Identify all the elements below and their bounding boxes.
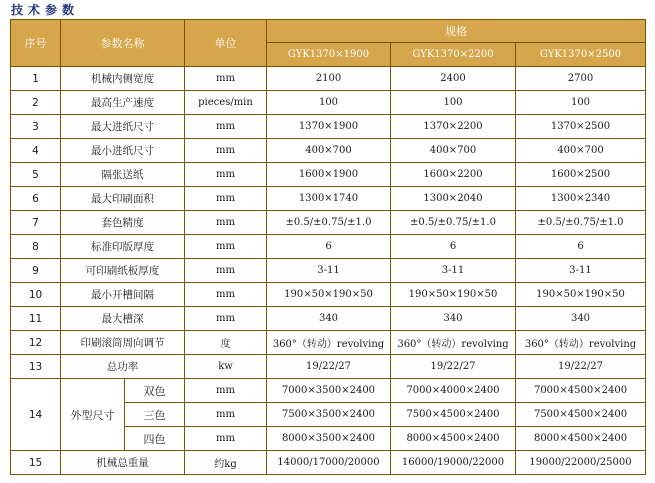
table-row — [11, 355, 646, 379]
row-name: 最小进纸尺寸 — [61, 139, 185, 163]
row-value: 360°（转动）revolving — [516, 331, 646, 355]
row-number: 14 — [11, 379, 61, 451]
spec-table — [10, 19, 646, 475]
row-value: 19000/22000/25000 — [516, 451, 646, 475]
row-unit: mm — [185, 259, 267, 283]
row-value: 2700 — [516, 67, 646, 91]
table-row — [11, 91, 646, 115]
row-value: 1370×2500 — [516, 115, 646, 139]
table-row — [11, 211, 646, 235]
row-value: 340 — [516, 307, 646, 331]
row-unit: mm — [185, 187, 267, 211]
row-name: 标准印版厚度 — [61, 235, 185, 259]
row-value: 100 — [516, 91, 646, 115]
row-value: 190×50×190×50 — [516, 283, 646, 307]
row-value: 7500×4500×2400 — [516, 403, 646, 427]
row-number: 15 — [11, 451, 61, 475]
row-value: 7000×4500×2400 — [516, 379, 646, 403]
row-name: 最大槽深 — [61, 307, 185, 331]
row-number: 12 — [11, 331, 61, 355]
row-value: 14000/17000/20000 — [267, 451, 391, 475]
row-value: ±0.5/±0.75/±1.0 — [267, 211, 391, 235]
row-unit: pieces/min — [185, 91, 267, 115]
sub-row-label: 双色 — [125, 379, 185, 403]
row-value: 2100 — [267, 67, 391, 91]
row-number: 11 — [11, 307, 61, 331]
row-value: 340 — [267, 307, 391, 331]
row-name: 隔张送纸 — [61, 163, 185, 187]
row-value: 3-11 — [267, 259, 391, 283]
row-value: 1600×2200 — [391, 163, 516, 187]
table-row — [11, 307, 646, 331]
row-value: 400×700 — [391, 139, 516, 163]
row-value: 19/22/27 — [267, 355, 391, 379]
row-value: ±0.5/±0.75/±1.0 — [391, 211, 516, 235]
row-name: 最高生产速度 — [61, 91, 185, 115]
row-value: 7500×4500×2400 — [391, 403, 516, 427]
row-value: 1370×2200 — [391, 115, 516, 139]
row-value: 1300×2340 — [516, 187, 646, 211]
row-name: 总功率 — [61, 355, 185, 379]
table-row — [11, 163, 646, 187]
table-row — [11, 379, 646, 403]
row-number: 8 — [11, 235, 61, 259]
row-value: 8000×3500×2400 — [267, 427, 391, 451]
row-value: 400×700 — [516, 139, 646, 163]
row-value: 340 — [391, 307, 516, 331]
row-value: 16000/19000/22000 — [391, 451, 516, 475]
row-value: 6 — [267, 235, 391, 259]
table-row — [11, 67, 646, 91]
row-value: 100 — [391, 91, 516, 115]
row-name: 套色精度 — [61, 211, 185, 235]
table-row — [11, 283, 646, 307]
row-value: 2400 — [391, 67, 516, 91]
row-number: 10 — [11, 283, 61, 307]
row-unit: mm — [185, 403, 267, 427]
sub-row-label: 三色 — [125, 403, 185, 427]
row-value: 1300×1740 — [267, 187, 391, 211]
row-value: 1600×2500 — [516, 163, 646, 187]
row-number: 2 — [11, 91, 61, 115]
row-value: 7000×4000×2400 — [391, 379, 516, 403]
row-unit: mm — [185, 67, 267, 91]
row-value: 7500×3500×2400 — [267, 403, 391, 427]
row-name: 最小开槽间隔 — [61, 283, 185, 307]
header-unit: 单位 — [185, 20, 267, 67]
row-unit: mm — [185, 427, 267, 451]
table-body — [11, 67, 646, 379]
row-name: 最大印刷面积 — [61, 187, 185, 211]
model-header: GYK1370×2200 — [391, 43, 516, 67]
row-unit: kw — [185, 355, 267, 379]
row-value: 400×700 — [267, 139, 391, 163]
row-unit: mm — [185, 379, 267, 403]
row-name: 可印刷纸板厚度 — [61, 259, 185, 283]
row-value: 1300×2040 — [391, 187, 516, 211]
row-number: 3 — [11, 115, 61, 139]
row-value: 360°（转动）revolving — [267, 331, 391, 355]
table-row — [11, 331, 646, 355]
row-name: 机械内侧宽度 — [61, 67, 185, 91]
row-value: 360°（转动）revolving — [391, 331, 516, 355]
row-unit: 度 — [185, 331, 267, 355]
row-value: 190×50×190×50 — [267, 283, 391, 307]
table-row — [11, 139, 646, 163]
row-unit: mm — [185, 307, 267, 331]
row-number: 13 — [11, 355, 61, 379]
row-value: ±0.5/±0.75/±1.0 — [516, 211, 646, 235]
row-number: 4 — [11, 139, 61, 163]
sub-row-label: 四色 — [125, 427, 185, 451]
row-value: 19/22/27 — [391, 355, 516, 379]
header-spec: 规格 — [267, 20, 646, 43]
model-header: GYK1370×1900 — [267, 43, 391, 67]
table-row — [11, 115, 646, 139]
row-value: 6 — [516, 235, 646, 259]
row-name: 机械总重量 — [61, 451, 185, 475]
row-value: 1600×1900 — [267, 163, 391, 187]
row-name: 印刷滚筒周向调节 — [61, 331, 185, 355]
row-unit: 约kg — [185, 451, 267, 475]
row-unit: mm — [185, 115, 267, 139]
table-row — [11, 187, 646, 211]
row-value: 19/22/27 — [516, 355, 646, 379]
row-unit: mm — [185, 283, 267, 307]
table-header-row — [11, 20, 646, 43]
row-value: 3-11 — [391, 259, 516, 283]
header-seq: 序号 — [11, 20, 61, 67]
row-name: 外型尺寸 — [61, 379, 125, 451]
row-value: 7000×3500×2400 — [267, 379, 391, 403]
row-unit: mm — [185, 163, 267, 187]
page-title: 技术参数 — [11, 3, 80, 17]
row-name: 最大进纸尺寸 — [61, 115, 185, 139]
row-value: 190×50×190×50 — [391, 283, 516, 307]
row-value: 3-11 — [516, 259, 646, 283]
row-unit: mm — [185, 211, 267, 235]
header-param-name: 参数名称 — [61, 20, 185, 67]
row-value: 1370×1900 — [267, 115, 391, 139]
row-number: 5 — [11, 163, 61, 187]
row-number: 6 — [11, 187, 61, 211]
table-row — [11, 451, 646, 475]
row-unit: mm — [185, 139, 267, 163]
table-row — [11, 259, 646, 283]
row-unit: mm — [185, 235, 267, 259]
row-number: 7 — [11, 211, 61, 235]
table-row — [11, 235, 646, 259]
row-value: 6 — [391, 235, 516, 259]
row-number: 9 — [11, 259, 61, 283]
row-value: 8000×4500×2400 — [516, 427, 646, 451]
row-number: 1 — [11, 67, 61, 91]
row-value: 8000×4500×2400 — [391, 427, 516, 451]
row-value: 100 — [267, 91, 391, 115]
model-header: GYK1370×2500 — [516, 43, 646, 67]
